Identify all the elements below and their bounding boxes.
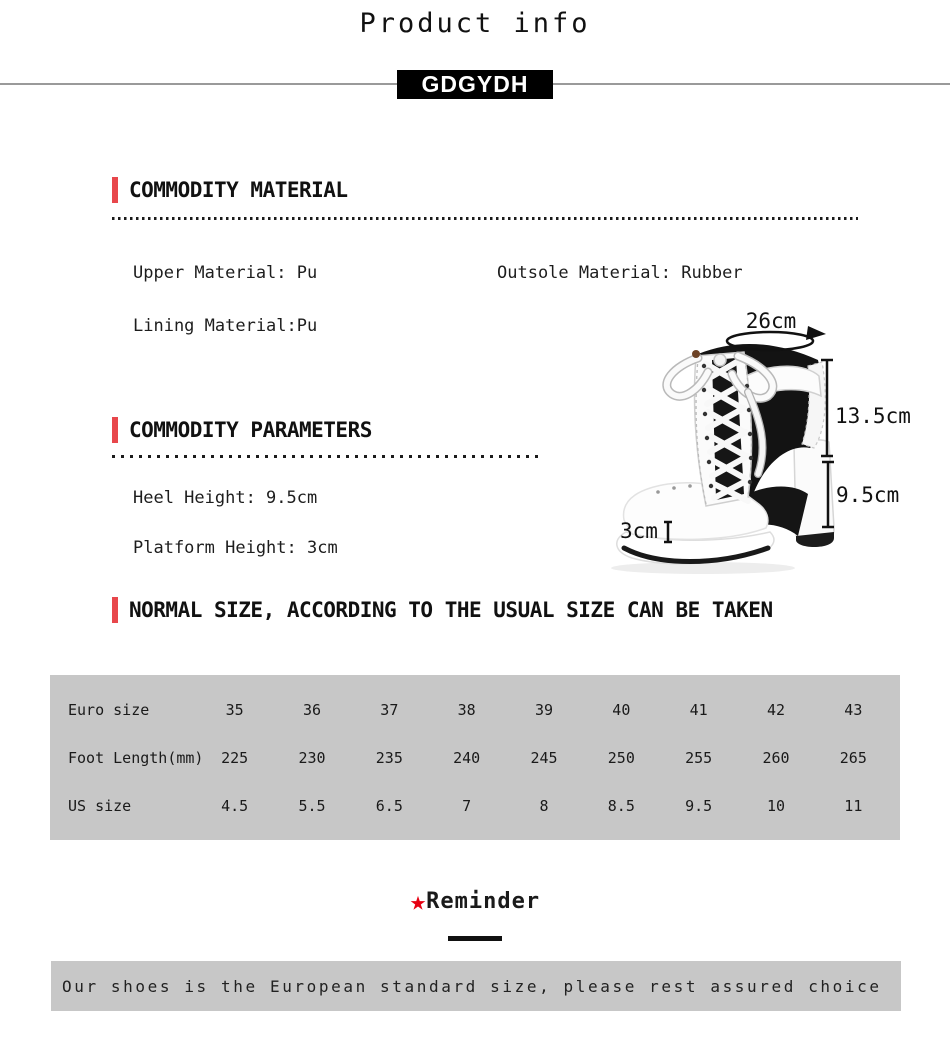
size-cell: 36 — [302, 701, 322, 719]
brogue-dot-icon — [656, 490, 660, 494]
reminder-label: Reminder — [426, 889, 541, 914]
size-row-label: Foot Length(mm) — [68, 749, 204, 767]
size-cell: 10 — [766, 797, 786, 815]
size-cell: 7 — [462, 797, 472, 815]
boot-figure — [598, 296, 928, 586]
size-cell: 37 — [380, 701, 399, 719]
heel-height-text: Heel Height: 9.5cm — [133, 488, 318, 508]
lining-material-text: Lining Material:Pu — [133, 316, 318, 336]
size-cell: 250 — [607, 749, 635, 767]
size-cell: 41 — [689, 701, 708, 719]
size-table-row-footlength — [50, 734, 900, 782]
accent-bar-icon — [112, 417, 118, 443]
section-heading-size — [112, 597, 773, 623]
page-title: Product info — [359, 8, 591, 39]
zipper-pull-icon — [692, 350, 700, 358]
size-cell: 255 — [685, 749, 713, 767]
accent-bar-icon — [112, 177, 118, 203]
section-heading-material — [112, 177, 348, 203]
brand-badge: GDGYDH — [397, 70, 553, 99]
circumference-arrowhead-icon — [806, 326, 826, 340]
size-cell: 260 — [762, 749, 790, 767]
star-icon: ★ — [409, 886, 427, 917]
reminder-underline — [448, 936, 502, 941]
size-table-row-us — [50, 782, 900, 830]
boot-shadow — [611, 562, 795, 574]
size-cell: 42 — [766, 701, 786, 719]
size-row-label: US size — [68, 797, 132, 815]
size-cell: 35 — [225, 701, 244, 719]
size-cell: 240 — [453, 749, 481, 767]
size-cell: 225 — [221, 749, 249, 767]
circumference-label: 26cm — [745, 309, 797, 333]
dotted-divider — [112, 455, 538, 458]
size-cell: 245 — [530, 749, 558, 767]
footer-note-panel — [51, 961, 901, 1011]
shaft-height-label: 13.5cm — [835, 404, 911, 428]
size-cell: 8.5 — [607, 797, 635, 815]
brogue-dot-icon — [672, 486, 676, 490]
size-cell: 235 — [375, 749, 403, 767]
heel-height-label: 9.5cm — [836, 483, 900, 507]
size-table-row-euro — [50, 686, 900, 734]
size-cell: 39 — [534, 701, 554, 719]
size-heading-label: NORMAL SIZE, ACCORDING TO THE USUAL SIZE CAN BE TAKEN — [129, 598, 773, 622]
parameters-heading-label: COMMODITY PARAMETERS — [129, 418, 372, 442]
size-cell: 43 — [844, 701, 863, 719]
size-cell: 38 — [457, 701, 476, 719]
size-cell: 40 — [612, 701, 631, 719]
size-cell: 9.5 — [685, 797, 713, 815]
size-cell: 4.5 — [221, 797, 249, 815]
size-cell: 5.5 — [298, 797, 326, 815]
upper-material-text: Upper Material: Pu — [133, 263, 318, 283]
reminder-heading — [0, 886, 950, 917]
size-cell: 8 — [539, 797, 549, 815]
size-cell: 11 — [844, 797, 863, 815]
size-row-label: Euro size — [68, 701, 150, 719]
size-cell: 6.5 — [375, 797, 403, 815]
footer-note-text: Our shoes is the European standard size, please rest assured choice — [62, 976, 882, 996]
platform-height-text: Platform Height: 3cm — [133, 538, 338, 558]
size-cell: 230 — [298, 749, 326, 767]
boot-illustration — [598, 296, 928, 586]
material-heading-label: COMMODITY MATERIAL — [129, 178, 348, 202]
size-cell: 265 — [839, 749, 867, 767]
platform-height-label: 3cm — [620, 519, 658, 543]
brogue-dot-icon — [688, 484, 692, 488]
dotted-divider — [112, 217, 858, 220]
accent-bar-icon — [112, 597, 118, 623]
size-table — [50, 675, 900, 840]
outsole-material-text: Outsole Material: Rubber — [497, 263, 743, 283]
section-heading-parameters — [112, 417, 372, 443]
